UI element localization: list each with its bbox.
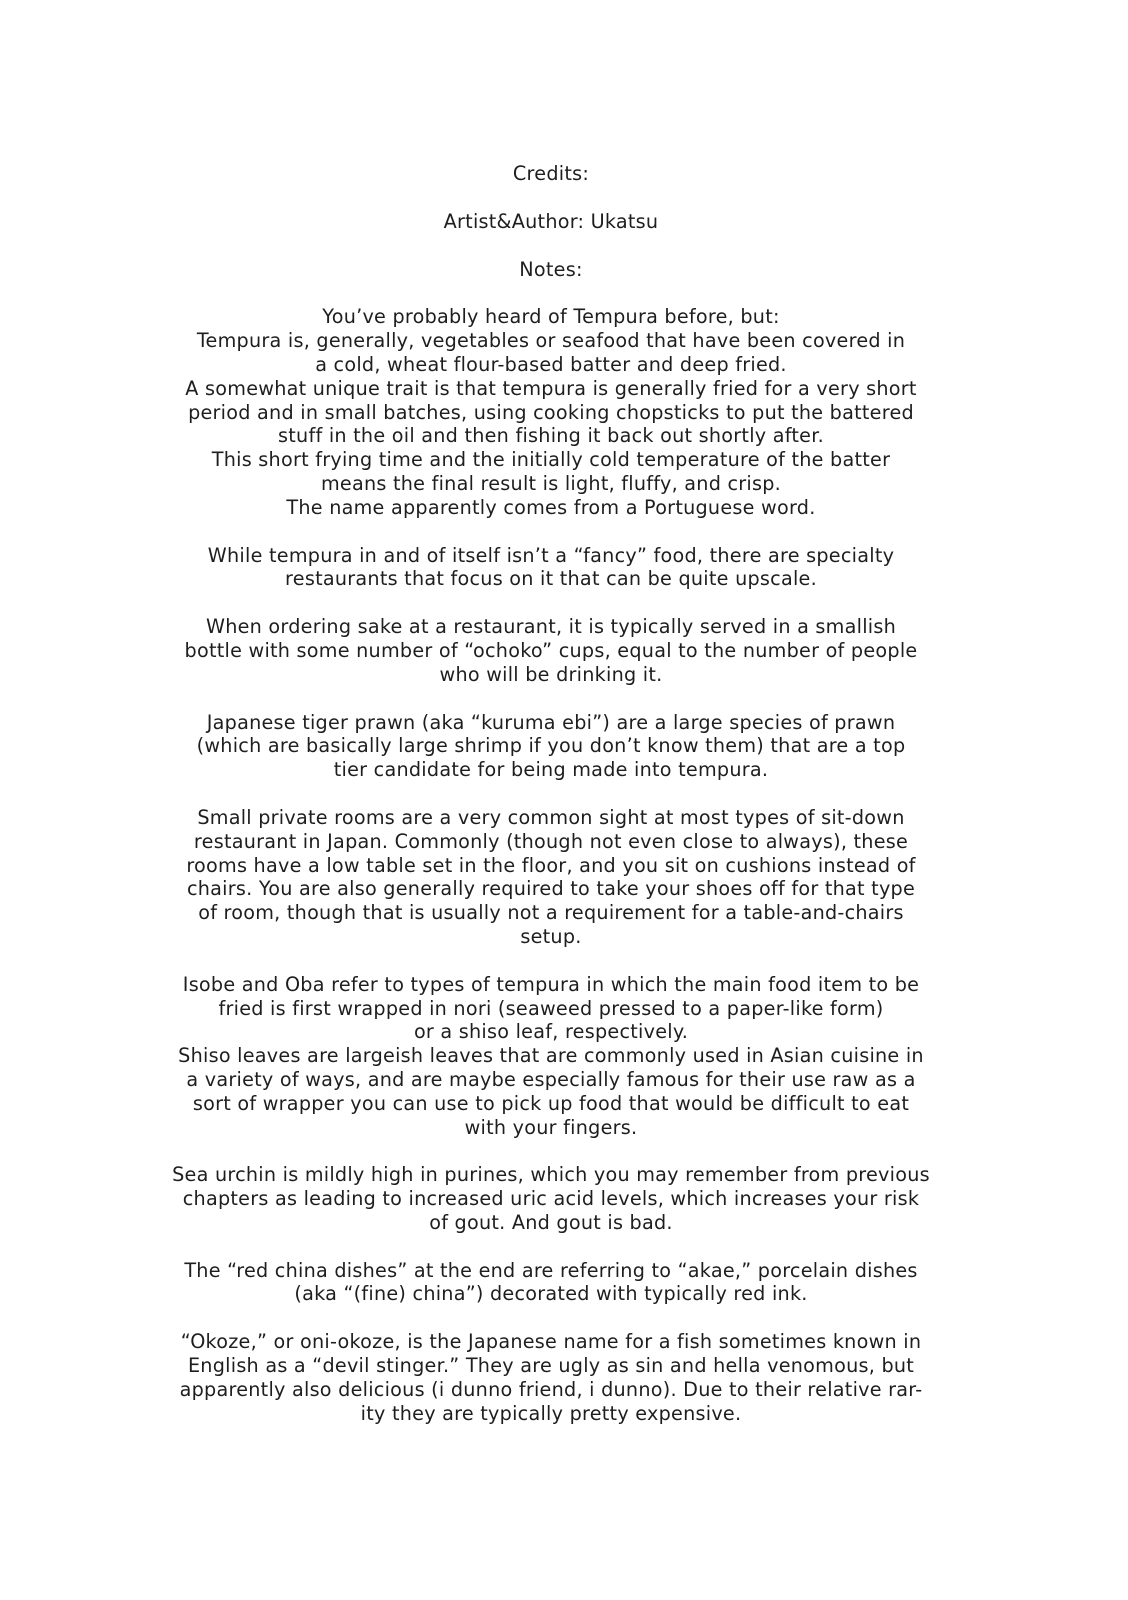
note-line: Isobe and Oba refer to types of tempura in which the main food item to be <box>182 972 920 996</box>
note-line: Small private rooms are a very common sight at most types of sit-down <box>197 805 905 829</box>
note-line: or a shiso leaf, respectively. <box>413 1020 689 1044</box>
note-line: When ordering sake at a restaurant, it is typically served in a smallish <box>205 615 897 639</box>
note-line: You’ve probably heard of Tempura before, but: <box>322 305 780 329</box>
note-line: restaurants that focus on it that can be quite upscale. <box>285 567 817 591</box>
note-paragraph <box>108 305 994 519</box>
note-line: who will be drinking it. <box>439 662 663 686</box>
note-line: apparently also delicious (i dunno friend, i dunno). Due to their relative rar- <box>179 1377 923 1401</box>
note-paragraph <box>108 1330 994 1425</box>
note-line: stuff in the oil and then fishing it back out shortly after. <box>278 424 824 448</box>
note-paragraph <box>108 544 994 592</box>
note-line: fried is first wrapped in nori (seaweed pressed to a paper-like form) <box>218 996 884 1020</box>
note-paragraph <box>108 973 994 1140</box>
note-line: (aka “(fine) china”) decorated with typically red ink. <box>294 1282 808 1306</box>
note-line: a cold, wheat flour-based batter and deep fried. <box>315 352 787 376</box>
note-line: A somewhat unique trait is that tempura is generally fried for a very short <box>185 376 917 400</box>
notes-sections <box>108 305 994 1425</box>
notes-heading: Notes: <box>519 257 583 281</box>
artist-author-credit: Artist&Author: Ukatsu <box>443 209 659 233</box>
note-line: chapters as leading to increased uric acid levels, which increases your risk <box>182 1187 920 1211</box>
note-line: Shiso leaves are largeish leaves that are commonly used in Asian cuisine in <box>178 1044 924 1068</box>
note-line: restaurant in Japan. Commonly (though not even close to always), these <box>193 829 909 853</box>
note-paragraph <box>108 615 994 686</box>
note-line: sort of wrapper you can use to pick up food that would be difficult to eat <box>192 1091 910 1115</box>
note-line: English as a “devil stinger.” They are ugly as sin and hella venomous, but <box>187 1354 915 1378</box>
note-line: of gout. And gout is bad. <box>429 1210 673 1234</box>
note-line: bottle with some number of “ochoko” cups, equal to the number of people <box>184 638 918 662</box>
note-line: (which are basically large shrimp if you don’t know them) that are a top <box>196 734 906 758</box>
notes-document <box>108 162 994 1449</box>
credits-heading: Credits: <box>512 162 590 185</box>
note-line: tier candidate for being made into tempura. <box>333 758 769 782</box>
note-line: The name apparently comes from a Portuguese word. <box>286 495 816 519</box>
note-paragraph <box>108 1259 994 1307</box>
note-line: period and in small batches, using cooking chopsticks to put the battered <box>188 400 914 424</box>
note-line: The “red china dishes” at the end are referring to “akae,” porcelain dishes <box>184 1258 918 1282</box>
note-line: means the final result is light, fluffy, and crisp. <box>320 471 782 495</box>
note-line: Japanese tiger prawn (aka “kuruma ebi”) are a large species of prawn <box>206 710 896 734</box>
note-paragraph <box>108 711 994 782</box>
note-line: ity they are typically pretty expensive. <box>360 1401 742 1425</box>
note-line: This short frying time and the initially cold temperature of the batter <box>211 448 891 472</box>
note-paragraph <box>108 1163 994 1234</box>
note-line: Sea urchin is mildly high in purines, which you may remember from previous <box>172 1163 930 1187</box>
note-line: a variety of ways, and are maybe especially famous for their use raw as a <box>186 1067 916 1091</box>
note-line: rooms have a low table set in the floor, and you sit on cushions instead of <box>186 853 916 877</box>
note-line: setup. <box>520 924 582 948</box>
note-line: While tempura in and of itself isn’t a “fancy” food, there are specialty <box>207 543 895 567</box>
note-line: chairs. You are also generally required to take your shoes off for that type <box>186 877 916 901</box>
note-line: Tempura is, generally, vegetables or seafood that have been covered in <box>196 329 906 353</box>
note-paragraph <box>108 806 994 949</box>
note-line: of room, though that is usually not a requirement for a table-and-chairs <box>198 901 904 925</box>
note-line: with your fingers. <box>464 1115 638 1139</box>
note-line: “Okoze,” or oni-okoze, is the Japanese name for a fish sometimes known in <box>180 1330 922 1354</box>
